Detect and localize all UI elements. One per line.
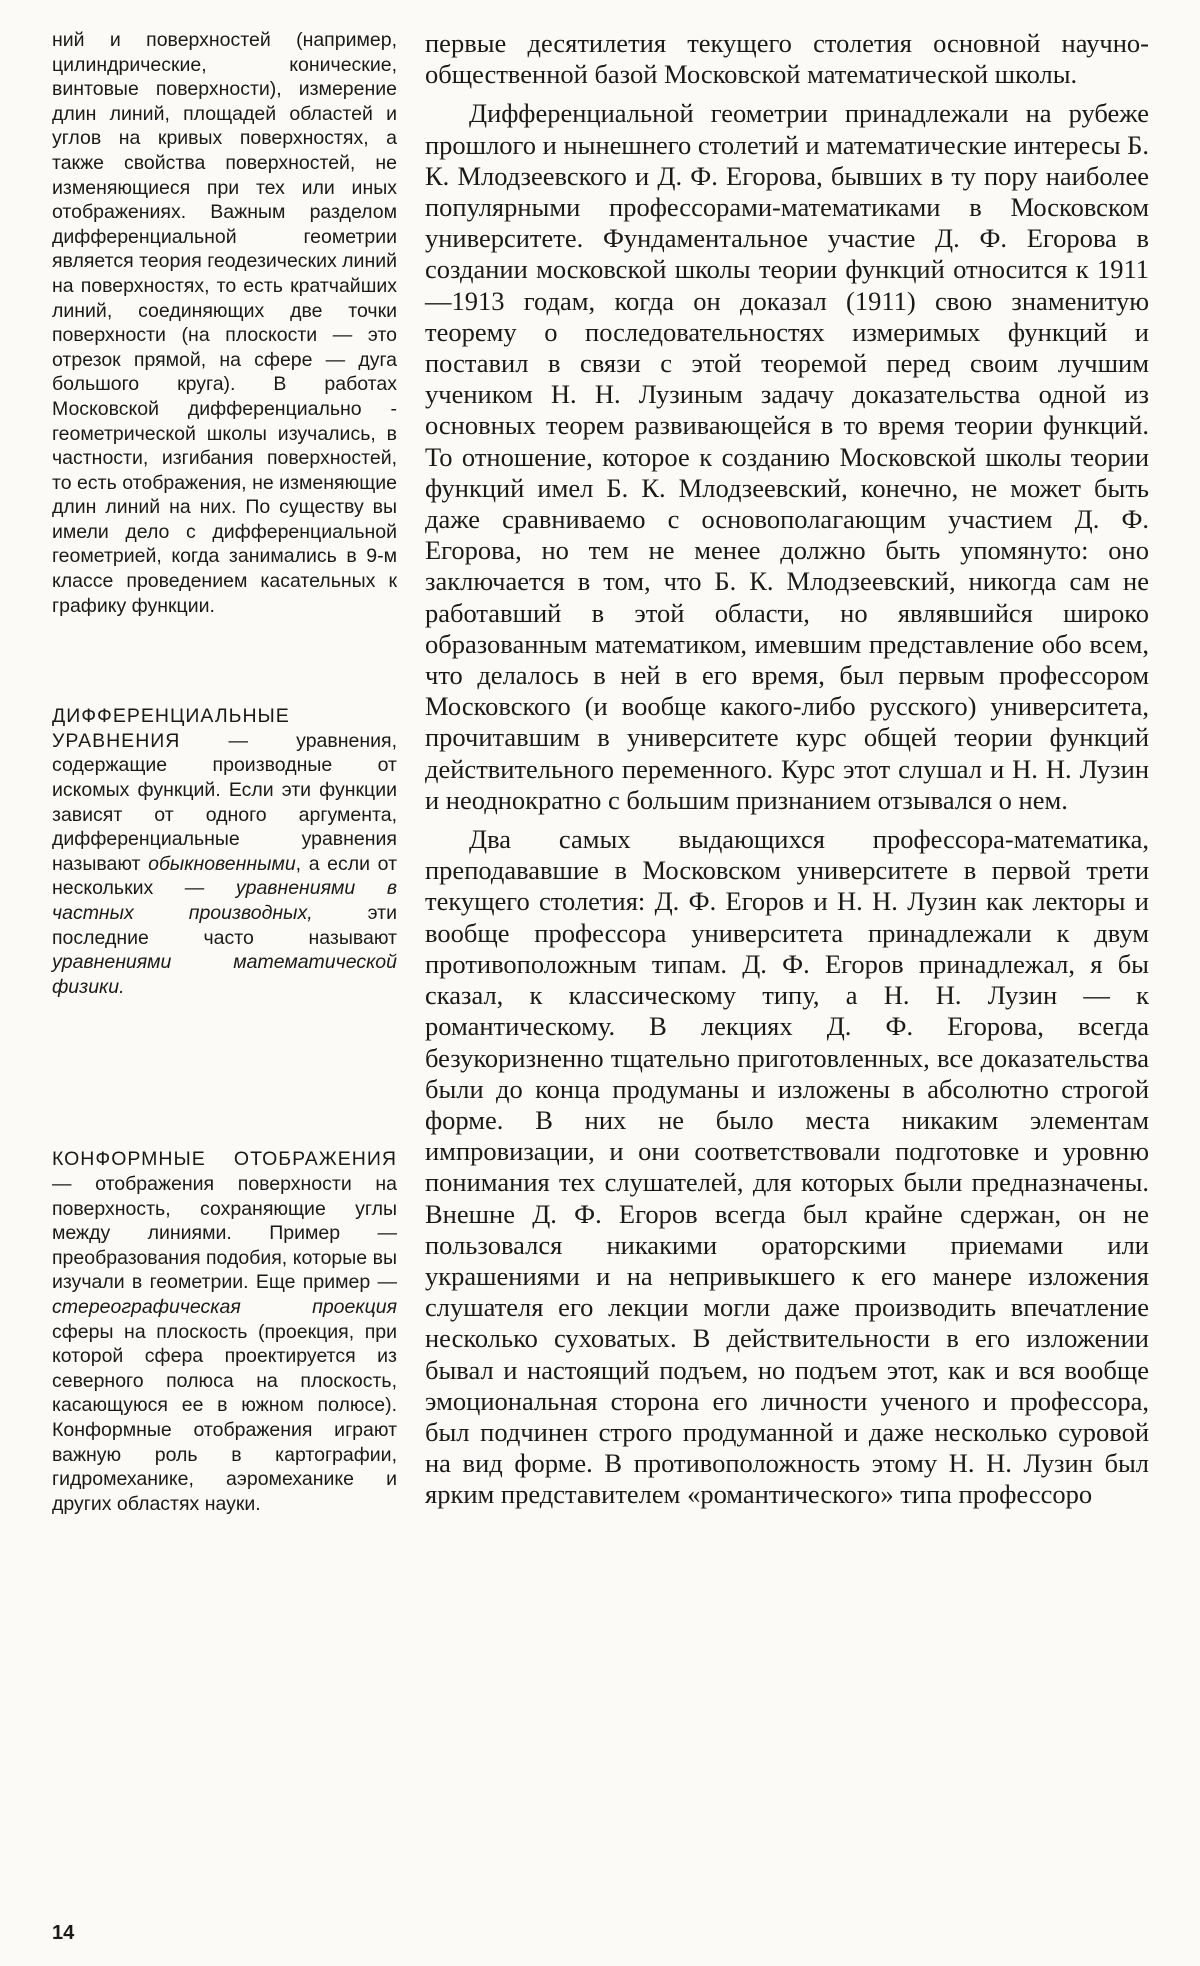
glossary-text: — уравнения, содержащие производные от искомых функций. Если эти функции зависят от одного аргумента, дифференциальные уравнения называют: [52, 729, 397, 875]
glossary-term: ДИФФЕРЕНЦИАЛЬНЫЕ УРАВНЕНИЯ: [52, 705, 290, 752]
glossary-text: эти последние часто называют: [52, 902, 397, 949]
glossary-italic: уравнениями математической физики.: [52, 951, 397, 998]
glossary-italic: уравнениями в частных производных,: [52, 877, 397, 924]
glossary-italic: стереографическая проекция: [52, 1295, 397, 1318]
article-paragraph: первые десятилетия текущего столетия основной научно-общественной базой Московской математической школы.: [425, 28, 1149, 90]
page-number: 14: [52, 1922, 75, 1944]
main-article-column: [425, 28, 1149, 1511]
glossary-text: — отображения поверхности на поверхность, сохраняющие углы между линиями. Пример — преобразования подобия, которые вы изучали в геометрии. Еще пример —: [52, 1172, 397, 1294]
glossary-entry-text: [52, 1147, 397, 1516]
glossary-entry-conformal-maps: [52, 1147, 397, 1516]
glossary-text: сферы на плоскость (проекция, при которой сфера проектируется из северного полюса на плоскость, касающуюся ее в южном полюсе). Конформные отображения играют важную роль в картографии, гидромеханике, аэромеханике и других областях науки.: [52, 1320, 397, 1515]
sidebar-top-entry: [52, 28, 397, 618]
article-paragraph: Два самых выдающихся профессора-математика, преподававшие в Московском университете в первой трети текущего столетия: Д. Ф. Егоров и Н. Н. Лузин как лекторы и вообще профессора университета принадлежали к двум противоположным типам. Д. Ф. Егоров принадлежал, я бы сказал, к классическому типу, а Н. Н. Лузин — к романтическому. В лекциях Д. Ф. Егорова, всегда безукоризненно тщательно приготовленных, все доказательства были до конца продуманы и изложены в абсолютно строгой форме. В них не было места никаким элементам импровизации, и они соответствовали подготовке и уровню понимания тех слушателей, для которых были предназначены. Внешне Д. Ф. Егоров всегда был крайне сдержан, он не пользовался никакими ораторскими приемами или украшениями и на непривыкшего к его манере изложения слушателя его лекции могли даже производить впечатление несколько суховатых. В действительности в его изложении бывал и настоящий подъем, но подъем этот, как и вся вообще эмоциональная сторона его личности ученого и профессора, был подчинен строго продуманной и даже несколько суровой на вид форме. В противоположность этому Н. Н. Лузин был ярким представителем «романтического» типа профессоро: [425, 824, 1149, 1510]
glossary-entry-text: [52, 704, 397, 999]
glossary-entry-differential-equations: [52, 704, 397, 999]
glossary-text: , а если от нескольких —: [52, 852, 397, 900]
glossary-italic: обыкновенными: [148, 852, 296, 875]
sidebar-top-paragraph: ний и поверхностей (например, цилиндрические, конические, винтовые поверхности), измерение длин линий, площадей областей и углов на кривых поверхностях, а также свойства поверхностей, не изменяющиеся при тех или иных отображениях. Важным разделом дифференциальной геометрии является теория геодезических линий на поверхностях, то есть кратчайших линий, соединяющих две точки поверхности (на плоскости — это отрезок прямой, на сфере — дуга большого круга). В работах Московской дифференциально - геометрической школы изучались, в частности, изгибания поверхностей, то есть отображения, не изменяющие длин линий на них. По существу вы имели дело с дифференциальной геометрией, когда занимались в 9-м классе проведением касательных к графику функции.: [52, 29, 397, 617]
glossary-term: КОНФОРМНЫЕ ОТОБРАЖЕНИЯ: [52, 1148, 397, 1171]
sidebar-glossary: [52, 28, 397, 1516]
article-paragraph: Дифференциальной геометрии принадлежали на рубеже прошлого и нынешнего столетий и математические интересы Б. К. Млодзеевского и Д. Ф. Егорова, бывших в ту пору наиболее популярными профессорами-математиками в Московском университете. Фундаментальное участие Д. Ф. Егорова в создании московской школы теории функций относится к 1911—1913 годам, когда он доказал (1911) свою знаменитую теорему о последовательностях измеримых функций и поставил в связи с этой теоремой перед своим лучшим учеником Н. Н. Лузиным задачу доказательства одной из основных теорем развивающейся в то время теории функций. То отношение, которое к созданию Московской школы теории функций имел Б. К. Млодзеевский, конечно, не может быть даже сравниваемо с основополагающим участием Д. Ф. Егорова, но тем не менее должно быть упомянуто: оно заключается в том, что Б. К. Млодзеевский, никогда сам не работавший в этой области, но являвшийся широко образованным математиком, имевшим представление обо всем, что делалось в ней в его время, был первым профессором Московского (и вообще какого-либо русского) университета, прочитавшим в университете курс общей теории функций действительного переменного. Курс этот слушал и Н. Н. Лузин и неоднократно с большим признанием отзывался о нем.: [425, 98, 1149, 815]
